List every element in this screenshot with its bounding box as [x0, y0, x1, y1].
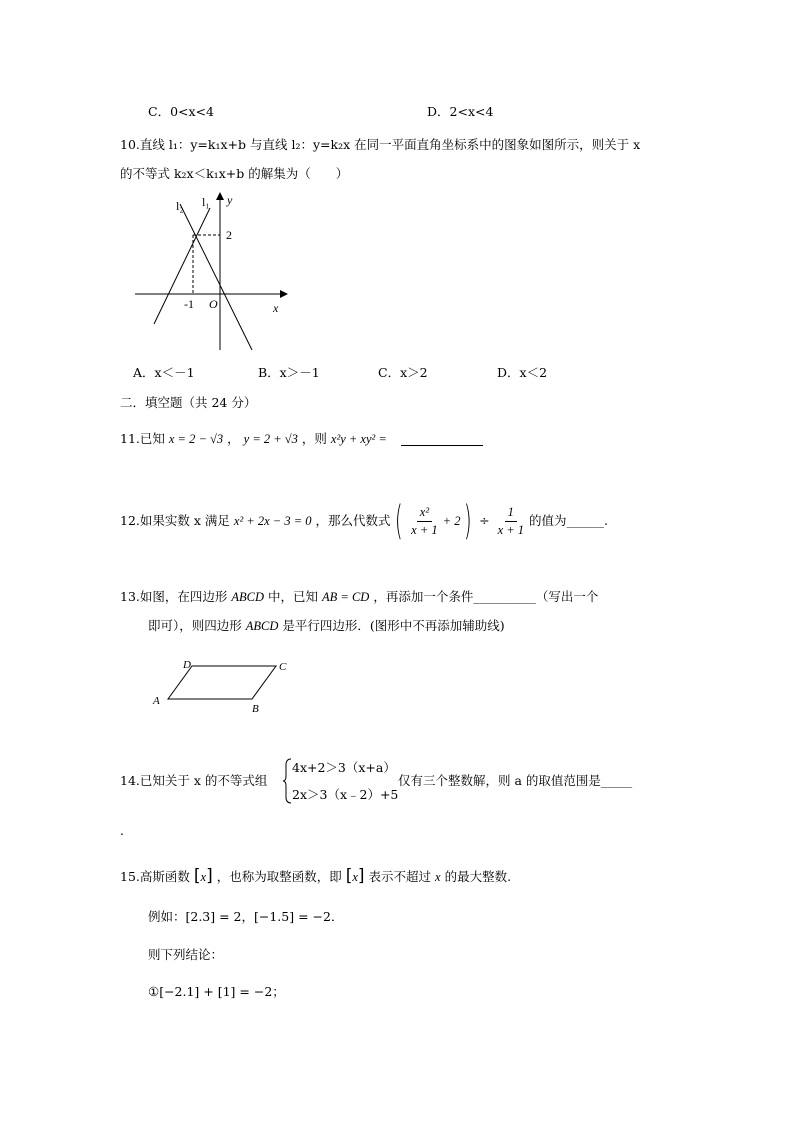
q11-x-expr: x = 2 − √3 — [168, 432, 224, 446]
q9-option-d: D．2<x<4 — [427, 104, 494, 119]
label-l2: l₂ — [176, 199, 184, 213]
q15-text-d: 的最大整数. — [444, 869, 512, 884]
q11 — [120, 430, 483, 448]
q15-example: 例如：[2.3] = 2，[−1.5] = −2． — [148, 909, 344, 924]
x-axis-arrow — [280, 290, 288, 298]
q10-stem-line2: 的不等式 k₂x＜k₁x+b 的解集为（ ） — [120, 166, 349, 181]
q11-answer-blank[interactable] — [401, 431, 483, 446]
label-x: x — [273, 301, 279, 315]
q11-y-expr: y = 2 + √3 — [243, 432, 298, 446]
q12-frac2-den: x + 1 — [497, 522, 525, 537]
q15-text-a: 15.高斯函数 — [120, 869, 190, 884]
q10-stem-line1: 10.直线 l₁：y=k₁x+b 与直线 l₂：y=k₂x 在同一平面直角坐标系中的图象如图所示，则关于 x — [120, 137, 641, 152]
q12-mid: ，那么代数式 — [315, 513, 391, 528]
q14-brace — [282, 758, 292, 804]
q14-ineq1: 4x+2＞3（x+a） — [292, 760, 396, 775]
q14-ineq2: 2x＞3（x﹣2）+5 — [292, 787, 399, 802]
q13-text-b: 中，已知 — [268, 589, 319, 604]
q13-text-a: 13.如图，在四边形 — [120, 589, 228, 604]
label-l1: l₁ — [202, 195, 210, 209]
q10-option-a: A．x＜－1 — [133, 365, 195, 380]
q13-line1 — [120, 588, 598, 606]
q10-option-d: D．x＜2 — [497, 365, 548, 380]
q12-prefix: 12.如果实数 x 满足 — [120, 513, 230, 528]
label-c: C — [279, 661, 287, 673]
q12-equation: x² + 2x − 3 = 0 — [233, 514, 312, 528]
q11-sep: ， — [227, 431, 240, 446]
q12-frac1-num: x² — [417, 505, 432, 522]
line-l1 — [154, 208, 210, 324]
q15-bracket-x: x — [200, 870, 207, 884]
label-y: y — [227, 193, 233, 207]
q12-frac1-den: x + 1 — [411, 522, 438, 537]
q12-frac1 — [408, 505, 440, 538]
label-neg1: -1 — [184, 297, 194, 311]
q12-frac2 — [495, 505, 527, 538]
y-axis-arrow — [216, 192, 224, 200]
label-b: B — [252, 703, 259, 715]
q13-parallelogram — [150, 656, 300, 716]
q14-period: . — [120, 823, 124, 838]
q10-option-b: B．x＞－1 — [258, 365, 320, 380]
q15-bracket-x-2: x — [352, 870, 358, 884]
q15-item1: ①[−2.1] + [1] = −2； — [148, 984, 285, 999]
q11-mid: ，则 — [301, 431, 327, 446]
q15-then: 则下列结论： — [148, 947, 224, 962]
q13-abcd: ABCD — [231, 590, 265, 604]
q9-option-c: C．0<x<4 — [148, 104, 214, 119]
q15-text-b: ，也称为取整函数，即 — [216, 869, 342, 884]
label-origin: O — [209, 297, 218, 311]
q12-left-paren: ( — [394, 498, 403, 544]
q10-option-c: C．x＞2 — [378, 365, 428, 380]
q13-line2 — [148, 617, 505, 635]
q12-suffix: 的值为______. — [529, 513, 609, 528]
q13-ab-cd: AB = CD — [322, 590, 370, 604]
q15-text-c: 表示不超过 — [368, 869, 432, 884]
section2-title: 二．填空题（共 24 分） — [120, 395, 257, 410]
q12-right-paren: ) — [464, 498, 473, 544]
q15-x-var: x — [435, 870, 441, 884]
q13-abcd-2: ABCD — [245, 619, 279, 633]
q12-plus-two: + 2 — [442, 514, 461, 528]
q12-frac2-num: 1 — [505, 505, 517, 522]
q13-text-c: ，再添加一个条件__________（写出一个 — [373, 589, 599, 604]
q14-prefix: 14.已知关于 x 的不等式组 — [120, 773, 268, 788]
label-d: D — [183, 659, 191, 671]
q13-text-e: 是平行四边形．(图形中不再添加辅助线) — [282, 618, 505, 633]
label-2: 2 — [226, 228, 232, 242]
q12 — [120, 499, 608, 543]
q15-line1: 15.高斯函数 [x] ，也称为取整函数，即 [x] 表示不超过 x 的最大整数. — [120, 866, 512, 886]
q10-graph — [130, 190, 290, 355]
q11-target: x²y + xy² = — [330, 432, 387, 446]
q11-prefix: 11.已知 — [120, 431, 165, 446]
q14-suffix: 仅有三个整数解，则 a 的取值范围是_____ — [398, 773, 633, 788]
q13-text-d: 即可），则四边形 — [148, 618, 242, 633]
label-a: A — [153, 695, 160, 707]
line-l2 — [180, 204, 252, 350]
q12-div: ÷ — [479, 513, 490, 528]
